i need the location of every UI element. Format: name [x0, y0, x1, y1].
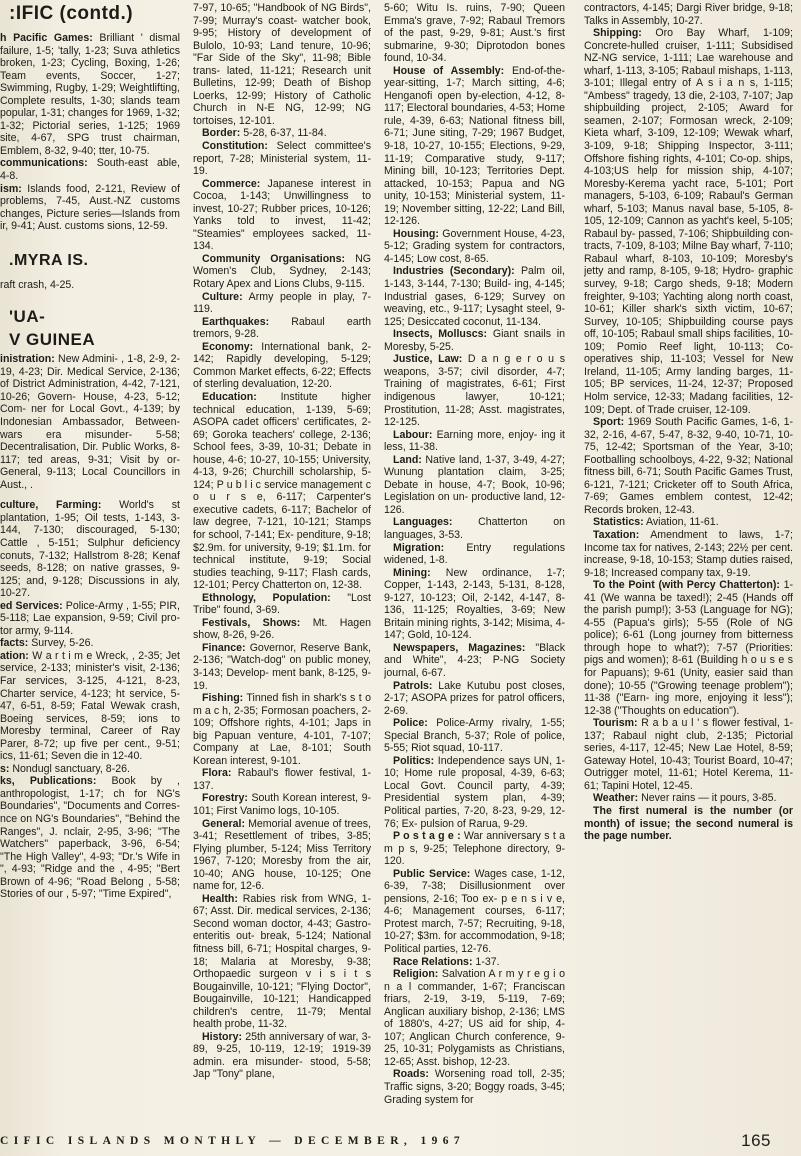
entry-heading: Economy:	[202, 340, 254, 353]
entry-references: Police-Army rivalry, 1-55; Special Branch, 5-37; Role of police, 5-55; Riot squad, 10-117.	[384, 717, 565, 755]
entry-references: R a b a u l ' s flower festival, 1-137; Rabaul night club, 2-135; Pictorial series, 4-117, 12-45; New Lae Hotel, 8-59; Gateway Hotel, 10-43; Tourist Board, 10-47; Outrigger motel, 11-61; Hotel Kerema, 11-61; Tapini Hotel, 12-45.	[584, 717, 793, 792]
entry-references: International bank, 2-142; Rapidly developing, 5-129; Common Market effects, 6-22; Effects of sterling devaluation, 12-20.	[193, 340, 371, 391]
section-heading: .MYRA IS.	[9, 251, 89, 269]
entry-heading: Land:	[393, 453, 422, 466]
entry-heading: Migration:	[393, 541, 445, 554]
index-entry	[384, 516, 565, 541]
entry-references: War anniversary s t a m p s, 9-25; Telephone directory, 9-120.	[384, 830, 565, 868]
index-entry	[384, 680, 565, 718]
page-footer	[0, 1131, 801, 1153]
running-footer-title: CIFIC ISLANDS MONTHLY — DECEMBER, 1967	[0, 1135, 466, 1147]
entry-references: Institute higher technical education, 1-139, 5-69; ASOPA cadet officers' certificates, 2-69; Goroka teachers' college, 2-136; School fees, 3-39, 10-31; Debate in house, 4-6; 10-27, 10-155; University, 4-13, 9-26; Churchill scholarship, 5-124; P u b l i c service management c o u r s e, 6-117; Carpenter's executive cadets, 6-117; Bachelor of law degree, 7-121, 10-121; Stamps for school, 7-141; Ex- penditure, 9-18; $2.9m. for university, 9-19; $1.1m. for technical institute, 9-19; Social studies teaching, 9-117; Flash cards, 12-101; Percy Chatterton on, 12-38.	[193, 390, 371, 592]
entry-heading: Insects, Molluscs:	[393, 328, 488, 341]
index-entry	[193, 127, 371, 140]
entry-heading: Taxation:	[593, 528, 640, 541]
entry-references: Tinned fish in shark's s t o m a c h, 2-35; Formosan poachers, 2-109; Offshore rights, 4-101; Japs in big Papuan venture, 4-101, 7-107; Company at Lae, 8-101; South Korean interest, 9-101.	[193, 692, 371, 767]
index-entry	[584, 529, 793, 579]
index-entry	[0, 32, 180, 157]
index-entry	[0, 775, 180, 900]
entry-references: 5-60; Witu Is. ruins, 7-90; Queen Emma's grave, 7-92; Rabaul Tremors of the past, 9-29, 9-81; Aust.'s first submarine, 9-30; Diprotodon bones found, 10-34.	[384, 2, 565, 65]
entry-references: Amendment to laws, 1-7; Income tax for natives, 2-143; 22½ per cent. increase, 9-18, 10-153; Stamp duties raised, 9-18; Increased company tax, 9-19.	[584, 528, 793, 579]
entry-references: Earning more, enjoy- ing it less, 11-38.	[384, 428, 565, 454]
entry-references: Book by , anthropologist, 1-17; ch for NG's Boundaries", "Documents and Corres- nce on NG's Boundaries", "Behind the Ranges", J. nclair, 2-95, 3-96; "The Watchers" paperback, 3-96, 6-54; "The High Valley", 4-93; "Dr.'s Wife in ", 4-93; "Ridge and the , 4-95; "Bert Brown of 4-96; "Road Belong , 5-58; Stories of our , 5-97; "Time Expired",	[0, 775, 180, 901]
index-entry	[193, 291, 371, 316]
entry-references: Lake Kutubu post closes, 2-17; ASOPA prizes for patrol officers, 2-69.	[384, 679, 565, 717]
entry-references: Worsening road toll, 2-35; Traffic signs, 3-20; Boggy roads, 3-45; Grading system for	[384, 1068, 565, 1106]
spacer	[0, 491, 180, 499]
index-column-2	[193, 2, 371, 1122]
entry-references: D a n g e r o u s weapons, 3-57; civil disorder, 4-7; Training of magistrates, 6-61; First indigenous lawyer, 10-121; Prostitution, 11-28; Asst. magistrates, 12-125.	[384, 353, 565, 429]
index-entry	[384, 868, 565, 956]
index-entry	[584, 2, 793, 27]
entry-heading: Newspapers, Magazines:	[393, 641, 526, 654]
entry-references: World's st plantation, 1-95; Oil tests, 1-143, 3-144, 7-130; discouraged, 5-130; Cattle , 5-151; Sulphur deficiency conuts, 7-132; Hallstrom 8-28; Kenaf seeds, 8-128; on native grasses, 9-125; and, 9-128; Discussions in aly, 10-27.	[0, 499, 180, 600]
index-entry	[193, 767, 371, 792]
index-entry	[0, 650, 180, 763]
entry-heading: House of Assembly:	[393, 64, 505, 77]
entry-references: Mt. Hagen show, 8-26, 9-26.	[193, 616, 371, 642]
entry-heading: Sport:	[593, 416, 625, 429]
index-entry	[193, 1031, 371, 1081]
entry-references: Giant snails in Moresby, 5-25.	[384, 328, 565, 353]
entry-heading: Politics:	[393, 754, 435, 767]
entry-references: Oro Bay Wharf, 1-109; Concrete-hulled cruiser, 1-111; Subsidised NZ-NG service, 1-111; Lae warehouse and wharf, 1-113, 3-105; Rabaul mishaps, 1-113, 3-101; Illegal entry of A s i a n s, 1-115; "Ambess" tragedy, 13 die, 2-103, 7-107; Jap shipbuilding project, 2-105; Award for seamen, 2-107; Formosan wreck, 2-109; Kieta wharf, 3-109, 12-109; Wewak wharf, 3-109, 9-18; Shipping Inspector, 3-111; Offshore fishing rights, 4-101; Co-op. ships, 4-103;US help for mission ship, 4-107; Moresby-Kerema yacht race, 5-101; Port managers, 5-103, 6-109; Rabaul's German wharf, 5-103; Manus naval base, 5-105, 8-105, 12-109; Cannon as yacht's keel, 5-105; Rabaul by- passed, 7-106; Shipbuilding con- tracts, 7-109, 8-103; Milne Bay wharf, 7-110; Rabaul wharf, 8-103, 10-109; Moresby's jetty and ramp, 8-105, 9-18; Hydro- graphic survey, 9-18; Cargo sheds, 9-18; Modern freighter, 9-103; Yachting along north coast, 10-61; Killer shark's sixth victim, 10-67; Survey, 10-105; Shipbuilding course pays off, 10-105; Rabaul small ships facilities, 10-109; Pomio Reef light, 10-113; Co-operatives ship, 11-103; Vessel for New Ireland, 11-105; Army landing barges, 11-105; BP services, 11-24, 12-37; Proposed Holm service, 12-33; Madang facilities, 12-109; Dept. of Trade cruiser, 12-109.	[584, 27, 793, 416]
entry-heading: Health:	[202, 892, 238, 905]
index-entry	[193, 2, 371, 127]
entry-references: Salvation A r m y r e g i o n a l commander, 1-67; Franciscan friars, 2-19, 3-19, 5-119, 7-69; Anglican auxiliary bishop, 2-136; LMS of 1880's, 4-27; US aid for ship, 4-107; Anglican Church conference, 9-25, 10-31; Polygamists as Christians, 12-65; Asst. bishop, 12-23.	[384, 968, 565, 1068]
entry-references: Survey, 5-26.	[28, 637, 94, 650]
index-entry	[0, 637, 180, 650]
index-entry	[193, 592, 371, 617]
entry-references: Native land, 1-37, 3-49, 4-27; Wunung plantation claim, 3-25; Debate in house, 4-7; Book, 10-96; Legislation on un- productive land, 12-126.	[384, 453, 565, 516]
entry-heading: Roads:	[393, 1068, 429, 1081]
index-entry	[384, 65, 565, 228]
index-entry	[384, 429, 565, 454]
entry-heading: Mining:	[393, 566, 431, 579]
entry-heading: Finance:	[202, 641, 246, 654]
index-entry	[584, 516, 793, 529]
entry-heading: Languages:	[393, 516, 453, 529]
entry-heading: s:	[0, 762, 10, 775]
index-entry	[384, 567, 565, 642]
entry-heading: ism:	[0, 182, 22, 195]
entry-heading: culture, Farming:	[0, 499, 102, 512]
entry-references: New Admini- , 1-8, 2-9, 2-19, 4-23; Dir. Medical Service, 2-136; of District Administration, 4-42, 7-121, 10-26; Govern- House, 4-23, 5-12; Com- ner for Local Govt., 4-139; by Indonesian Ambassador, Between-wars era misunder- 5-58; Decentralisation, Dir. Public Works, 8-117; ted areas, 9-31; Visit by or-General, 9-113; Local Councillors in Aust., .	[0, 353, 180, 491]
index-entry	[0, 183, 180, 233]
section-heading: V GUINEA	[9, 330, 96, 350]
entry-references: Wages case, 1-12, 6-39, 7-38; Disillusionment over pensions, 2-16; Too ex- p e n s i v e, 4-6; Management courses, 6-117; Protest march, 7-57; Recruiting, 9-18, 10-27; $3m. for accommodation, 9-18; Political parties, 12-76.	[384, 867, 565, 956]
index-entry	[384, 265, 565, 328]
entry-references: "Lost Tribe" found, 3-69.	[193, 591, 371, 617]
entry-heading: Patrols:	[393, 679, 433, 692]
index-entry	[384, 353, 565, 428]
index-entry	[193, 792, 371, 817]
index-entry	[193, 818, 371, 893]
entry-references: Nondugl sanctuary, 8-26.	[9, 762, 130, 775]
entry-references: South Korean interest, 9-101; First Vanimo logs, 10-105.	[193, 792, 371, 817]
entry-heading: Tourism:	[593, 717, 638, 730]
entry-heading: Industries (Secondary):	[393, 265, 515, 278]
entry-heading: ks, Publications:	[0, 775, 97, 788]
index-entry	[384, 968, 565, 1068]
entry-heading: To the Point (with Percy Chatterton):	[593, 579, 780, 592]
entry-references: W a r t i m e Wreck, , 2-35; Jet service, 2-133; minister's visit, 2-136; Far services, 3-125, 4-121, 8-23, Charter service, 4-123; ht service, 5-47, 6-51, 8-59; Fatal Wewak crash, Boeing services, 8-59; ions to Moresby terminal, Career of Ray Parer, 8-72; up five per cent., 9-51; ics, 11-61; Seven die in 12-40.	[0, 649, 180, 763]
index-entry	[384, 642, 565, 680]
index-entry	[384, 2, 565, 65]
entry-heading: Earthquakes:	[202, 315, 270, 328]
index-entry	[193, 617, 371, 642]
entry-heading: Police:	[393, 717, 428, 730]
index-entry	[0, 763, 180, 776]
index-entry	[384, 830, 565, 868]
index-column-1	[0, 2, 180, 1122]
index-entry	[0, 157, 180, 182]
index-entry	[193, 391, 371, 592]
index-column-4	[584, 2, 793, 1122]
index-note: The first numeral is the number (or month) of issue; the second numeral is the page number.	[584, 805, 793, 842]
index-entry	[193, 893, 371, 1031]
entry-references: New ordinance, 1-7; Copper, 1-143, 2-143, 5-131, 8-128, 9-127, 10-123; Oil, 2-142, 4-147, 8-136, 11-125; Royalties, 3-69; New Britain mining rights, 3-142; Misima, 4-147; Gold, 10-124.	[384, 566, 565, 642]
entry-heading: ation:	[0, 649, 29, 662]
index-entry	[584, 416, 793, 516]
entry-references: Palm oil, 1-143, 3-144, 7-130; Build- ing, 4-145; Industrial gases, 6-129; Survey on weaving, etc., 9-117; Lysaght steel, 9-125; Desiccated coconut, 11-134.	[384, 265, 565, 328]
index-entry	[0, 353, 180, 491]
entry-references: 1-37.	[472, 955, 500, 968]
entry-references: Independence says UN, 1-10; Home rule proposal, 4-39, 6-63; Local Govt. Council party, 4-39; Presidential system plan, 4-39; Political parties, 7-20, 8-23, 9-29, 12-76; Ex- pulsion of Rarua, 9-29.	[384, 754, 565, 830]
entry-heading: Ethnology, Population:	[202, 591, 331, 604]
index-entry	[0, 279, 180, 292]
index-entry	[193, 140, 371, 178]
entry-heading: Festivals, Shows:	[202, 616, 301, 629]
index-entry	[193, 692, 371, 767]
index-entry	[193, 178, 371, 253]
entry-heading: Shipping:	[593, 27, 642, 40]
entry-references: Select committee's report, 7-28; Ministerial system, 11-19.	[193, 140, 371, 178]
entry-references: Aviation, 11-61.	[643, 516, 719, 529]
entry-references: Chatterton on languages, 3-53.	[384, 516, 565, 541]
entry-heading: Flora:	[202, 767, 232, 780]
index-entry	[584, 717, 793, 792]
entry-references: Memorial avenue of trees, 3-41; Resettlement of tribes, 3-85; Flying plumber, 5-124; Miss Territory 1967, 7-120; Moresby from the air, 10-40; ANG house, 10-125; One name for, 12-6.	[193, 817, 371, 893]
page-number: 165	[741, 1131, 771, 1150]
index-entry	[193, 253, 371, 291]
entry-heading: Fishing:	[202, 692, 244, 705]
section-heading: :IFIC (contd.)	[9, 3, 134, 24]
index-entry	[584, 579, 793, 717]
entry-references: Japanese interest in Cocoa, 1-143; Unwillingness to invest, 10-27; Rubber prices, 10-126; Yanks told to invest, 11-42; "Steamies" employees sacked, 11-134.	[193, 177, 371, 253]
index-entry	[193, 316, 371, 341]
entry-references: End-of-the- year-sitting, 1-7; March sitting, 4-6; Henganofi open by-election, 4-12, 8-117; Electoral boundaries, 4-53; Home rule, 4-39, 6-63; National fitness bill, 6-71; June siting, 7-29; 1967 Budget, 9-18, 10-27, 10-155; Elections, 9-29, 11-19; Comparative study, 9-117; Mining bill, 10-123; Territories Dept. attacked, 10-153; Papua and NG unity, 10-153; Ministerial system, 11-19; November sitting, 12-22; Land Bill, 12-126.	[384, 64, 565, 228]
index-entry	[584, 27, 793, 416]
section-heading: 'UA-	[9, 307, 46, 327]
entry-heading: Public Service:	[393, 867, 471, 880]
entry-heading: Education:	[202, 390, 257, 403]
index-entry	[384, 717, 565, 755]
entry-heading: communications:	[0, 157, 88, 170]
entry-heading: General:	[202, 817, 245, 830]
entry-references: 25th anniversary of war, 3-89, 9-25, 10-119, 12-19; 1919-39 admin. era misunder- stood, 5-58; Jap "Tony" plane,	[193, 1030, 371, 1081]
entry-references: Governor, Reserve Bank, 2-136; "Watch-dog" on public money, 3-143; Develop- ment bank, 8-125, 9-19.	[193, 641, 371, 692]
entry-heading: Culture:	[202, 290, 243, 303]
entry-heading: Housing:	[393, 227, 439, 240]
entry-heading: facts:	[0, 637, 29, 650]
entry-heading: Race Relations:	[393, 955, 473, 968]
entry-references: 7-97, 10-65; "Handbook of NG Birds", 7-99; Murray's coast- watcher book, 9-95; History of development of Bulolo, 10-93; Land tenure, 10-96; "Far Side of the Sky", 11-98; Bible trans- lated, 11-121; Research unit Bulletins, 12-99; Death of Bishop Loerks, 12-99; History of Catholic Church in N-E NG, 12-99; NG tortoises, 12-101.	[193, 2, 371, 127]
entry-heading: Forestry:	[202, 792, 248, 805]
index-entry	[193, 341, 371, 391]
index-entry	[384, 956, 565, 969]
index-entry	[384, 328, 565, 353]
entry-references: 1969 South Pacific Games, 1-6, 1-32, 2-16, 4-67, 5-47, 8-32, 9-40, 10-71, 10-75, 12-42; Sportsman of the Year, 3-10; Footballing schoolboys, 4-22, 9-32; National fitness bill, 6-71; South Pacific Games Trust, 6-121, 7-121; Cricketer off to South Africa, 7-69; Games emblem contest, 12-42; Records broken, 12-43.	[584, 416, 793, 516]
entry-heading: P o s t a g e :	[393, 830, 461, 843]
entry-references: Rabaul's flower festival, 1-137.	[193, 767, 371, 792]
entry-heading: History:	[202, 1030, 243, 1043]
entry-heading: Commerce:	[202, 177, 261, 190]
entry-references: Rabies risk from WNG, 1-67; Asst. Dir. medical services, 2-136; Second woman doctor, 4-43; Gastro-enteritis out- break, 5-124; National fitness bill, 6-71; Hospital charges, 9-18; Malaria at Moresby, 9-38; Orthopaedic surgeon v i s i t s Bougainville, 10-121; "Flying Doctor", Bougainville, 10-121; Handicapped children's centre, 11-79; Mental health probe, 11-32.	[193, 892, 371, 1031]
entry-references: 5-28, 6-37, 11-84.	[240, 127, 327, 140]
entry-references: Army people in play, 7-119.	[193, 290, 371, 316]
entry-references: raft crash, 4-25.	[0, 278, 75, 291]
index-entry	[384, 755, 565, 830]
entry-heading: inistration:	[0, 353, 55, 366]
entry-heading: Statistics:	[593, 516, 644, 529]
entry-heading: Community Organisations:	[202, 252, 346, 265]
index-column-3	[384, 2, 565, 1122]
entry-references: Never rains — it pours, 3-85.	[638, 792, 777, 805]
entry-references: Brilliant ' dismal failure, 1-5; 'tally, 1-23; Suva athletics broken, 1-23; Cycling, Boxing, 1-26; Team events, Soccer, 1-27; Swimming, Rugby, 1-29; Weightlifting, Complete results, 1-30; slands team popular, 1-31; changes for 1969, 1-32; 1-32; Pictorial series, 1-125; 1969 site, 4-67, SPG trust chairman, Emblem, 8-32, 9-40; tter, 10-75.	[0, 32, 180, 157]
entry-references: contractors, 4-145; Dargi River bridge, 9-18; Talks in Assembly, 10-27.	[584, 2, 793, 27]
index-entry	[384, 454, 565, 517]
entry-heading: Religion:	[393, 968, 439, 981]
index-entry	[0, 600, 180, 638]
entry-heading: Weather:	[593, 792, 639, 805]
entry-heading: Labour:	[393, 428, 433, 441]
index-entry	[584, 792, 793, 805]
entry-references: Police-Army , 1-55; PIR, 5-118; Lae expansion, 9-59; Civil pro- tor army, 9-114.	[0, 599, 180, 637]
entry-references: Entry regulations widened, 1-8.	[384, 541, 565, 567]
entry-references: Rabaul earth tremors, 9-28.	[193, 315, 371, 341]
entry-heading: Border:	[202, 127, 241, 140]
entry-references: South-east able, 4-8.	[0, 157, 180, 183]
entry-references: Islands food, 2-121, Review of problems, 7-45, Aust.-NZ customs changes, Picture series—Islands from ir, 9-41; Aust. customs sions, 12-59.	[0, 182, 180, 233]
entry-heading: ed Services:	[0, 599, 63, 612]
index-entry	[384, 1068, 565, 1106]
index-entry	[193, 642, 371, 692]
entry-references: Government House, 4-23, 5-12; Grading system for contractors, 4-145; Low cost, 8-65.	[384, 227, 565, 265]
index-entry	[384, 542, 565, 567]
entry-heading: Constitution:	[202, 140, 268, 153]
entry-heading: Justice, Law:	[393, 353, 463, 366]
entry-heading: h Pacific Games:	[0, 32, 93, 44]
entry-references: NG Women's Club, Sydney, 2-143; Rotary Apex and Lions Clubs, 9-115.	[193, 252, 371, 291]
index-entry	[0, 499, 180, 599]
index-entry	[384, 228, 565, 266]
entry-references: "Black and White", 4-23; P-NG Society journal, 6-67.	[384, 641, 565, 679]
entry-references: 1-41 (We wanna be taxed!); 2-45 (Hands off the parish pump!); 3-53 (Language for NG); 4-55 (Papua's girls); 5-55 (Role of NG police); 6-61 (Long journey from bitterness through hope to what?); 7-57 (Priorities: pigs and women); 8-61 (Building h o u s e s for Papuans); 9-61 (Unity, easier said than done); 10-55 ("Growing teenage problem"); 11-38 ("Earn- ing more, enjoying it less"); 12-38 ("Thoughts on education").	[584, 579, 793, 717]
